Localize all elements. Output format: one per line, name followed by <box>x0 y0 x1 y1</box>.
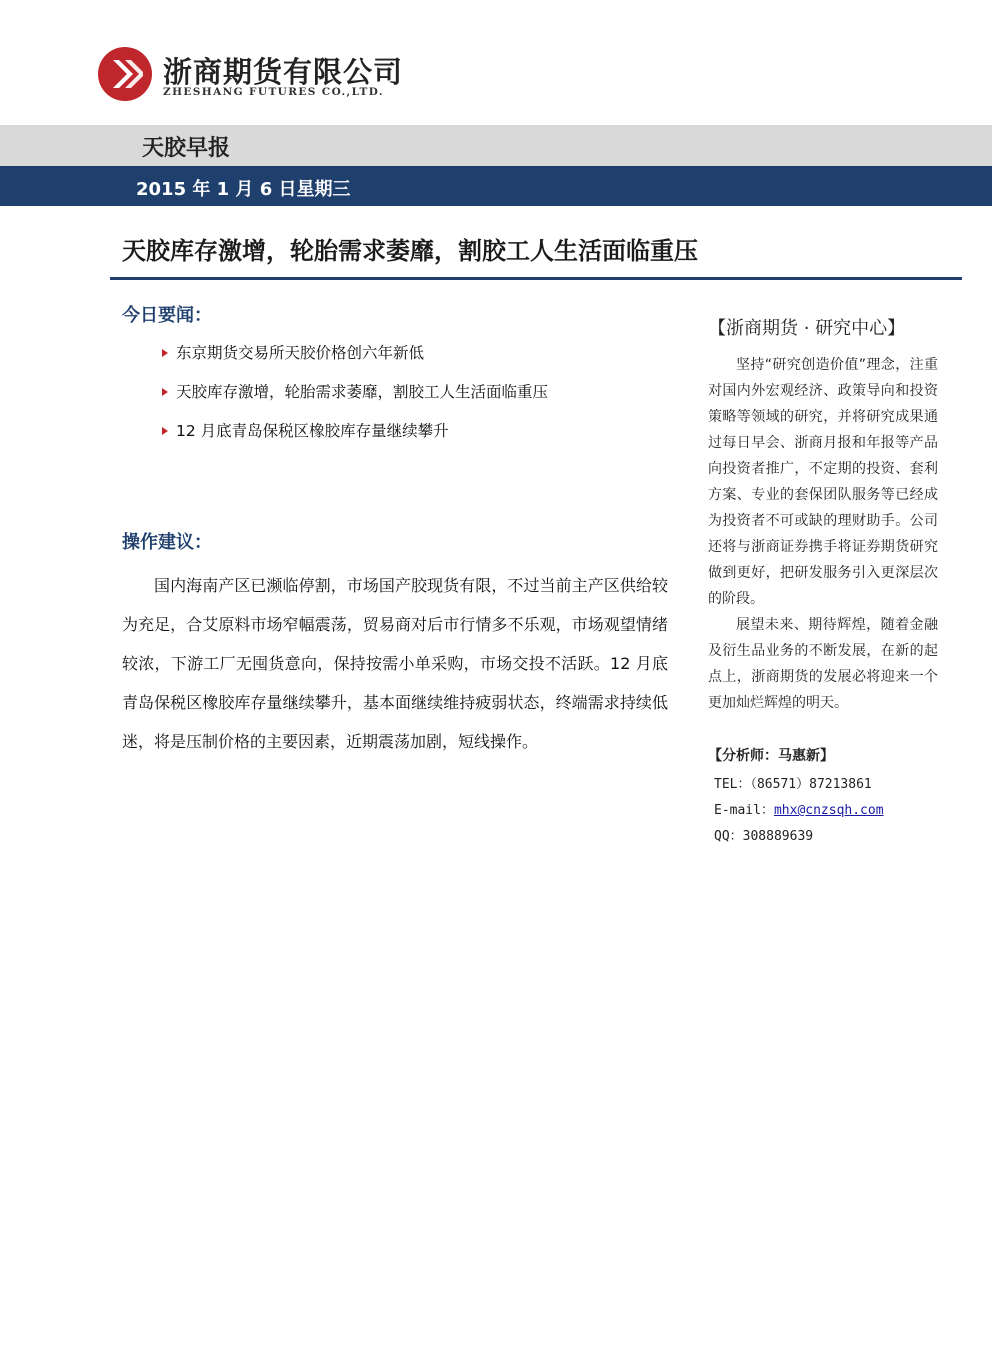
tel-value: （86571）87213861 <box>750 777 872 792</box>
triangle-bullet-icon <box>162 427 168 435</box>
news-item-text: 东京期货交易所天胶价格创六年新低 <box>176 343 425 362</box>
qq-label: QQ： <box>714 829 743 844</box>
qq-value: 308889639 <box>742 829 814 844</box>
research-center-title: 【浙商期货 · 研究中心】 <box>708 318 906 339</box>
headline: 天胶库存激增，轮胎需求萎靡，割胶工人生活面临重压 <box>122 237 698 265</box>
triangle-bullet-icon <box>162 349 168 357</box>
news-item <box>162 372 548 411</box>
report-date: 2015 年 1 月 6 日星期三 <box>136 179 351 200</box>
analyst-tel <box>714 773 872 792</box>
analyst-name: 【分析师：马惠新】 <box>708 748 834 764</box>
report-name: 天胶早报 <box>142 136 231 161</box>
news-item <box>162 333 548 372</box>
news-item-text: 天胶库存激增，轮胎需求萎靡，割胶工人生活面临重压 <box>176 382 549 401</box>
company-name-en: ZHESHANG FUTURES CO.,LTD. <box>163 86 384 98</box>
headline-divider <box>110 277 962 280</box>
advice-paragraph: 国内海南产区已濒临停割，市场国产胶现货有限，不过当前主产区供给较为充足，合艾原料市场窄幅震荡，贸易商对后市行情多不乐观，市场观望情绪较浓，下游工厂无囤货意向，保持按需小单采购，市场交投不活跃。12 月底青岛保税区橡胶库存量继续攀升，基本面继续维持疲弱状态，终端需求持续低迷，将是压制价格的主要因素，近期震荡加剧，短线操作。 <box>122 576 668 751</box>
email-label: E-mail： <box>714 803 774 818</box>
advice-section-title: 操作建议： <box>122 532 212 553</box>
triangle-bullet-icon <box>162 388 168 396</box>
tel-label: TEL： <box>714 777 751 792</box>
company-logo-icon <box>97 46 153 102</box>
analyst-email <box>714 799 884 818</box>
news-section-title: 今日要闻： <box>122 305 212 326</box>
news-item <box>162 411 548 450</box>
company-name-cn: 浙商期货有限公司 <box>163 55 404 89</box>
email-link[interactable]: mhx@cnzsqh.com <box>773 803 884 818</box>
news-item-text: 12 月底青岛保税区橡胶库存量继续攀升 <box>176 421 449 440</box>
research-center-outlook: 展望未来、期待辉煌，随着金融及衍生品业务的不断发展，在新的起点上，浙商期货的发展必将迎来一个更加灿烂辉煌的明天。 <box>708 617 938 711</box>
news-list <box>162 333 548 450</box>
research-center-intro: 坚持“研究创造价值”理念，注重对国内外宏观经济、政策导向和投资策略等领域的研究，并将研究成果通过每日早会、浙商月报和年报等产品向投资者推广，不定期的投资、套利方案、专业的套保团队服务等已经成为投资者不可或缺的理财助手。公司还将与浙商证券携手将证券期货研究做到更好，把研发服务引入更深层次的阶段。 <box>708 357 938 607</box>
analyst-qq <box>714 825 813 844</box>
